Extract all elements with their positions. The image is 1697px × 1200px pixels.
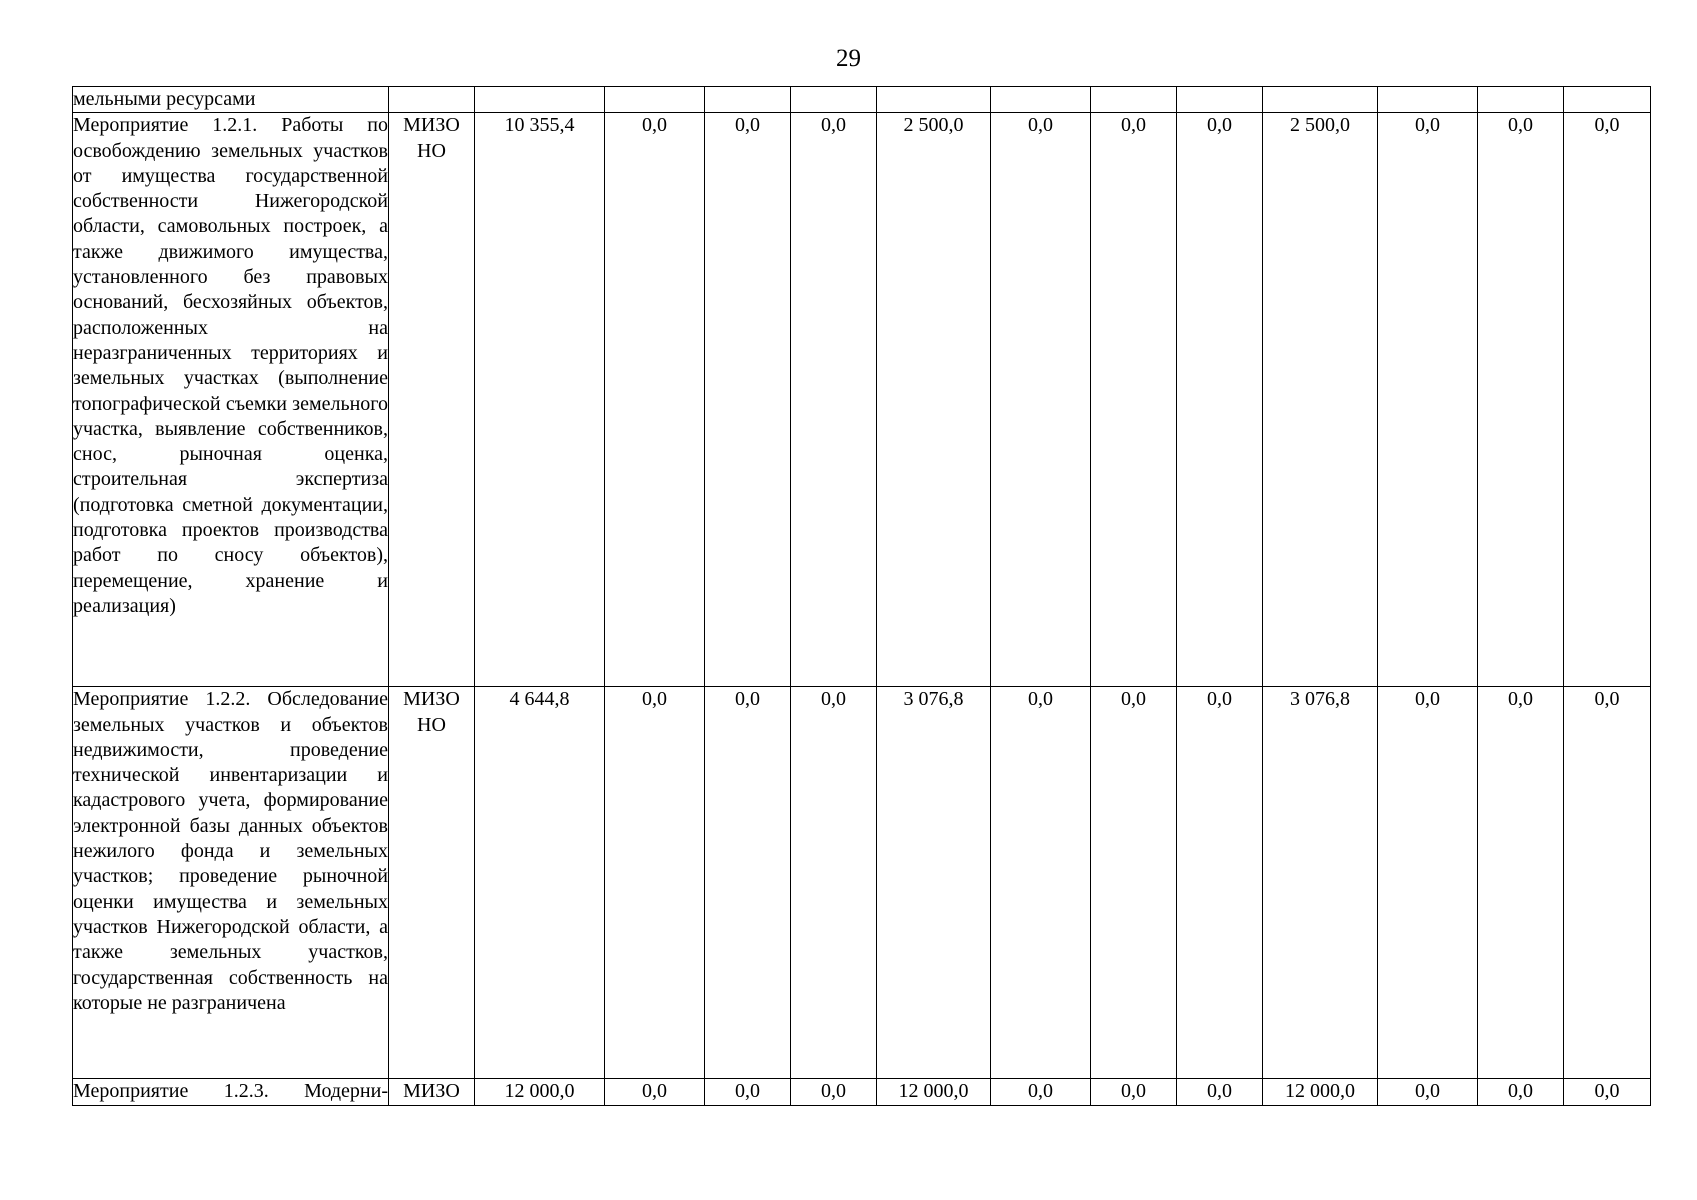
value-cell: 0,0 [991, 113, 1091, 687]
value-cell: 2 500,0 [877, 113, 991, 687]
empty-cell [1564, 87, 1651, 113]
value-cell: 0,0 [1091, 1079, 1177, 1105]
value-cell: 0,0 [1177, 687, 1263, 1079]
value-cell: 0,0 [1378, 1079, 1478, 1105]
executor-cell: МИЗО [389, 1079, 475, 1105]
value-cell: 12 000,0 [877, 1079, 991, 1105]
empty-cell [475, 87, 605, 113]
empty-cell [389, 87, 475, 113]
empty-cell [1478, 87, 1564, 113]
value-cell: 0,0 [1564, 113, 1651, 687]
value-cell: 0,0 [705, 687, 791, 1079]
value-cell: 0,0 [605, 113, 705, 687]
value-cell: 0,0 [705, 113, 791, 687]
value-cell: 0,0 [705, 1079, 791, 1105]
table-row-continuation [73, 87, 1651, 113]
value-cell: 0,0 [791, 113, 877, 687]
empty-cell [705, 87, 791, 113]
value-cell: 0,0 [1478, 113, 1564, 687]
table-row-measure-1-2-3 [73, 1079, 1651, 1105]
empty-cell [1378, 87, 1478, 113]
value-cell: 0,0 [1564, 1079, 1651, 1105]
value-cell: 0,0 [1478, 1079, 1564, 1105]
value-cell: 0,0 [1177, 1079, 1263, 1105]
measure-description: Мероприятие 1.2.1. Работы по освобождению земельных участков от имущества государственной собственности Нижегородской области, самовольных построек, а также движимого имущества, установленного без правовых оснований, бесхозяйных объектов, расположенных на неразграниченных территориях и земельных участках (выполнение топографической съемки земельного участка, выявление собственников, снос, рыночная оценка, строительная экспертиза (подготовка сметной документации, подготовка проектов производства работ по сносу объектов), перемещение, хранение и реализация) [73, 113, 389, 687]
executor-cell: МИЗО НО [389, 687, 475, 1079]
empty-cell [991, 87, 1091, 113]
empty-cell [1091, 87, 1177, 113]
value-cell: 0,0 [1177, 113, 1263, 687]
value-cell: 0,0 [791, 687, 877, 1079]
value-cell: 0,0 [605, 687, 705, 1079]
value-cell: 3 076,8 [877, 687, 991, 1079]
empty-cell [791, 87, 877, 113]
empty-cell [1263, 87, 1378, 113]
value-cell: 2 500,0 [1263, 113, 1378, 687]
value-cell: 0,0 [991, 687, 1091, 1079]
budget-table [72, 86, 1651, 1106]
value-cell: 0,0 [1091, 687, 1177, 1079]
value-cell: 0,0 [791, 1079, 877, 1105]
value-cell: 0,0 [605, 1079, 705, 1105]
value-cell: 0,0 [1478, 687, 1564, 1079]
value-cell: 10 355,4 [475, 113, 605, 687]
value-cell: 12 000,0 [475, 1079, 605, 1105]
table-row-measure-1-2-2 [73, 687, 1651, 1079]
empty-cell [605, 87, 705, 113]
measure-description: Мероприятие 1.2.2. Обследование земельных участков и объектов недвижимости, проведение технической инвентаризации и кадастрового учета, формирование электронной базы данных объектов нежилого фонда и земельных участков; проведение рыночной оценки имущества и земельных участков Нижегородской области, а также земельных участков, государственная собственность на которые не разграничена [73, 687, 389, 1079]
empty-cell [877, 87, 991, 113]
value-cell: 4 644,8 [475, 687, 605, 1079]
value-cell: 0,0 [1378, 687, 1478, 1079]
continuation-cell: мельными ресурсами [73, 87, 389, 113]
executor-cell: МИЗО НО [389, 113, 475, 687]
page-number: 29 [836, 45, 861, 72]
measure-description: Мероприятие 1.2.3. Модерни- [73, 1079, 389, 1105]
empty-cell [1177, 87, 1263, 113]
value-cell: 0,0 [1091, 113, 1177, 687]
value-cell: 0,0 [991, 1079, 1091, 1105]
value-cell: 0,0 [1564, 687, 1651, 1079]
value-cell: 3 076,8 [1263, 687, 1378, 1079]
value-cell: 12 000,0 [1263, 1079, 1378, 1105]
value-cell: 0,0 [1378, 113, 1478, 687]
table-row-measure-1-2-1 [73, 113, 1651, 687]
